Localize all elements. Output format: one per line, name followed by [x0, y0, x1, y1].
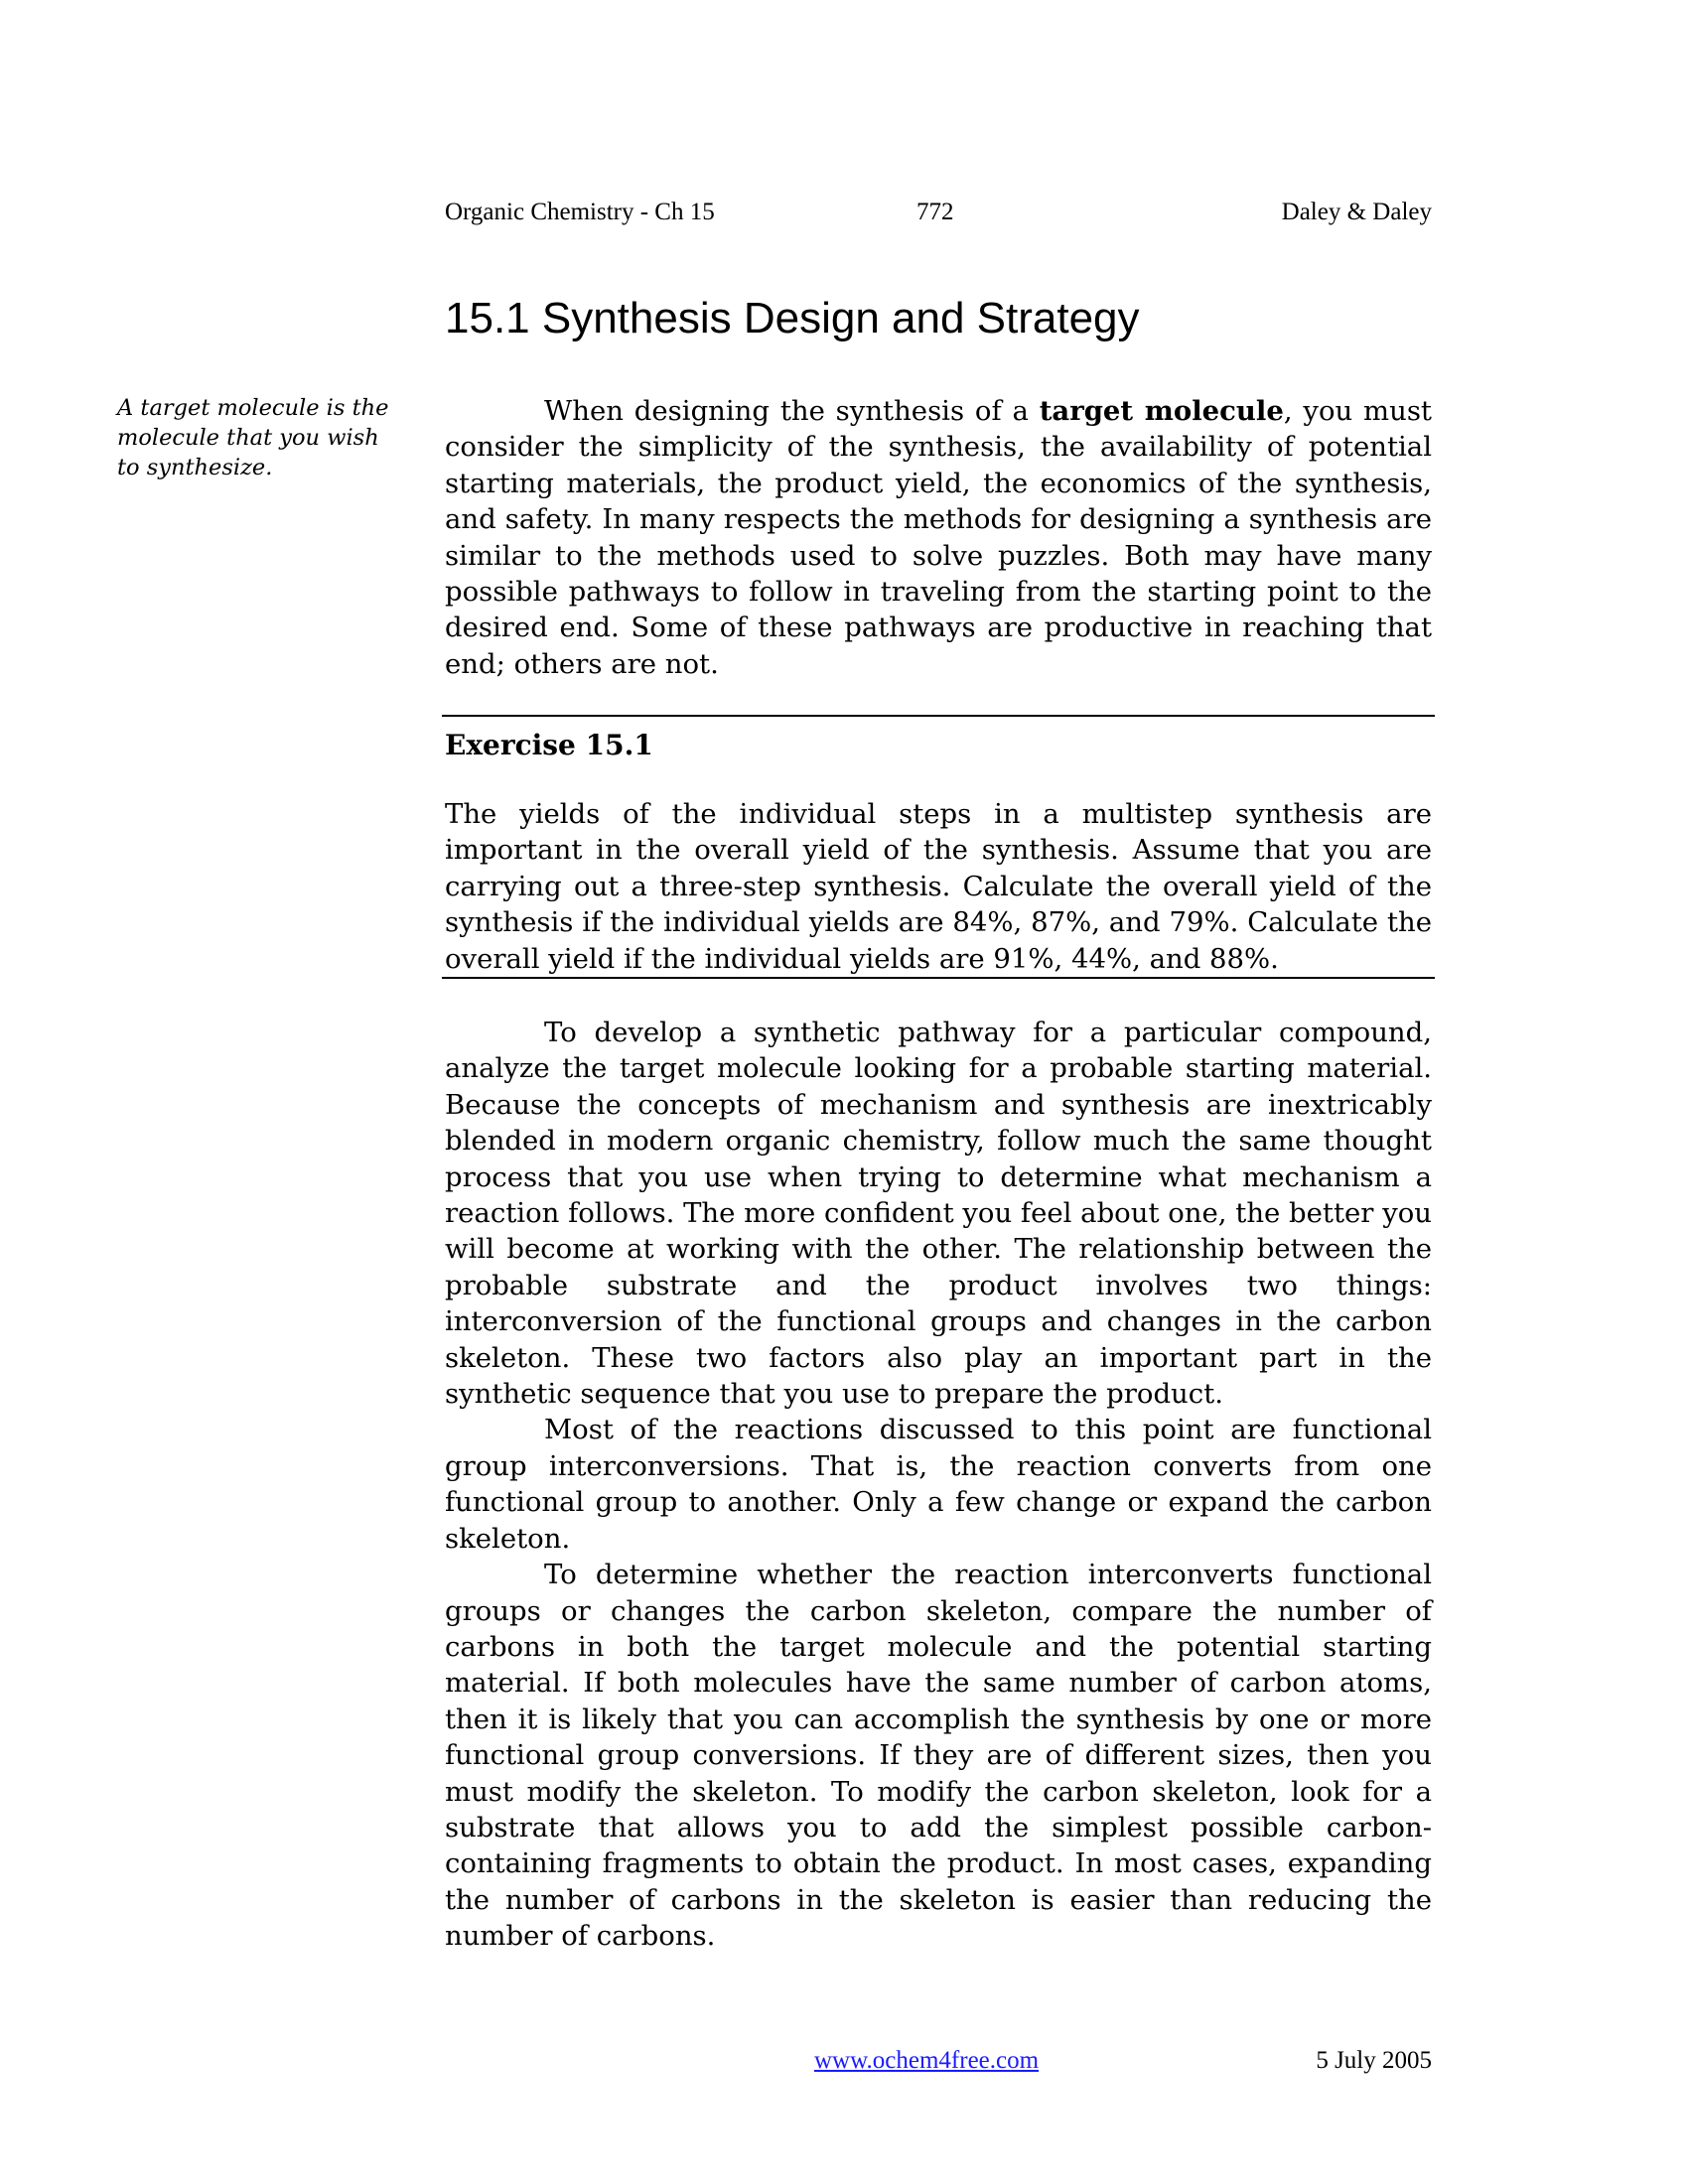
- section-title: 15.1 Synthesis Design and Strategy: [445, 294, 1140, 342]
- running-header: [445, 199, 1432, 232]
- exercise-body: The yields of the individual steps in a multistep synthesis are important in the overall yield of the synthesis. Assume that you are carrying out a three-step synthesis. Calculate the overall yield of the synthesis if the individual yields are 84%, 87%, and 79%. Calculate the overall yield if the individual yields are 91%, 44%, and 88%.: [445, 798, 1432, 975]
- intro-paragraph: [445, 393, 1432, 682]
- body-paragraph-3: To determine whether the reaction interconverts functional groups or changes the carbon skeleton, compare the number of carbons in both the target molecule and the potential starting material. If both molecules have the same number of carbon atoms, then it is likely that you can accomplish the synthesis by one or more functional group conversions. If they are of different sizes, then you must modify the skeleton. To modify the carbon skeleton, look for a substrate that allows you to add the simplest possible carbon-containing fragments to obtain the product. In most cases, expanding the number of carbons in the skeleton is easier than reducing the number of carbons.: [445, 1559, 1432, 1953]
- body-paragraph-1: To develop a synthetic pathway for a particular compound, analyze the target molecule looking for a probable starting material. Because the concepts of mechanism and synthesis are inextricably blended in modern organic chemistry, follow much the same thought process that you use when trying to determine what mechanism a reaction follows. The more confident you feel about one, the better you will become at working with the other. The relationship between the probable substrate and the product involves two things: interconversion of the functional groups and changes in the carbon skeleton. These two factors also play an important part in the synthetic sequence that you use to prepare the product.: [445, 1017, 1432, 1411]
- header-authors: Daley & Daley: [1281, 199, 1432, 225]
- intro-text-before: When designing the synthesis of a: [544, 395, 1040, 427]
- main-body: [445, 1015, 1432, 1955]
- header-page-number: 772: [916, 199, 954, 225]
- exercise-box: [442, 715, 1435, 979]
- website-link[interactable]: www.ochem4free.com: [814, 2047, 1040, 2074]
- footer-date: 5 July 2005: [1316, 2047, 1432, 2074]
- margin-note: A target molecule is the molecule that you wish to synthesize.: [117, 395, 389, 480]
- intro-section: [445, 393, 1432, 682]
- body-paragraph-2: Most of the reactions discussed to this point are functional group interconversions. That is, the reaction converts from one functional group to another. Only a few change or expand the carbon skeleton.: [445, 1414, 1432, 1555]
- intro-text-after: , you must consider the simplicity of the synthesis, the availability of potential starting materials, the product yield, the economics of the synthesis, and safety. In many respects the methods for designing a synthesis are similar to the methods used to solve puzzles. Both may have many possible pathways to follow in traveling from the starting point to the desired end. Some of these pathways are productive in reaching that end; others are not.: [445, 395, 1432, 680]
- exercise-title: Exercise 15.1: [445, 729, 653, 761]
- target-molecule-term: target molecule: [1039, 395, 1284, 427]
- page-footer: [445, 2047, 1432, 2081]
- header-book-title: Organic Chemistry - Ch 15: [445, 199, 715, 225]
